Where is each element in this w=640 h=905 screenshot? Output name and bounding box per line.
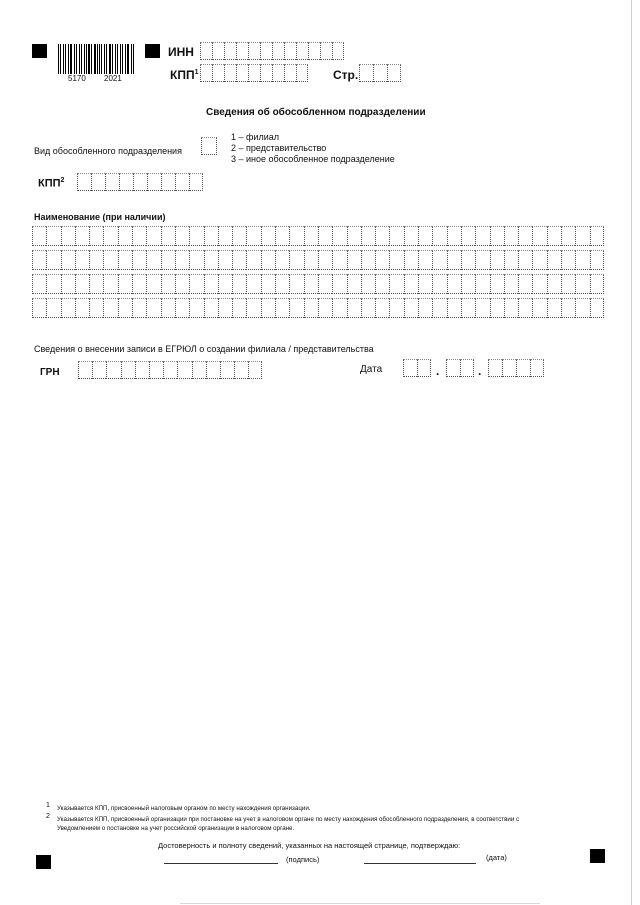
input-cell[interactable]	[332, 226, 346, 246]
input-cell[interactable]	[284, 64, 296, 82]
barcode	[58, 44, 136, 74]
input-cell[interactable]	[561, 298, 575, 318]
input-cell[interactable]	[461, 226, 475, 246]
barcode-bar	[88, 44, 90, 74]
input-cell[interactable]	[418, 250, 432, 270]
input-cell[interactable]	[232, 298, 246, 318]
input-cell[interactable]	[347, 226, 361, 246]
input-cell[interactable]	[61, 226, 75, 246]
kpp-label-text: КПП	[170, 68, 195, 82]
input-cell[interactable]	[32, 250, 46, 270]
grn-label: ГРН	[40, 367, 60, 378]
input-cell[interactable]	[89, 226, 103, 246]
input-cell[interactable]	[275, 298, 289, 318]
input-cell[interactable]	[61, 298, 75, 318]
input-cell[interactable]	[232, 226, 246, 246]
barcode-bar	[101, 44, 102, 74]
barcode-bar	[115, 44, 116, 74]
input-cell[interactable]	[260, 42, 272, 60]
barcode-bar	[94, 44, 95, 74]
input-cell[interactable]	[375, 250, 389, 270]
input-cell[interactable]	[461, 298, 475, 318]
input-cell[interactable]	[304, 226, 318, 246]
confirmation-text: Достоверность и полноту сведений, указанных на настоящей странице, подтверждаю:	[158, 841, 461, 850]
input-cell[interactable]	[204, 298, 218, 318]
input-cell[interactable]	[234, 361, 248, 379]
input-cell[interactable]	[447, 274, 461, 294]
input-cell[interactable]	[590, 298, 604, 318]
input-cell[interactable]	[103, 250, 117, 270]
input-cell[interactable]	[161, 226, 175, 246]
input-cell[interactable]	[361, 226, 375, 246]
input-cell[interactable]	[132, 298, 146, 318]
egrul-label: Сведения о внесении записи в ЕГРЮЛ о создании филиала / представительства	[34, 344, 374, 354]
barcode-bar	[112, 44, 113, 74]
barcode-bar	[63, 44, 64, 74]
input-cell[interactable]	[504, 274, 518, 294]
input-cell[interactable]	[418, 226, 432, 246]
input-cell[interactable]	[289, 250, 303, 270]
input-cell[interactable]	[78, 361, 92, 379]
input-cell[interactable]	[272, 42, 284, 60]
input-cell[interactable]	[246, 298, 260, 318]
input-cell[interactable]	[304, 274, 318, 294]
input-cell[interactable]	[461, 250, 475, 270]
input-cell[interactable]	[504, 298, 518, 318]
input-cell[interactable]	[432, 274, 446, 294]
type-label: Вид обособленного подразделения	[34, 146, 182, 156]
input-cell[interactable]	[518, 298, 532, 318]
input-cell[interactable]	[248, 64, 260, 82]
input-cell[interactable]	[547, 250, 561, 270]
input-cell[interactable]	[135, 361, 149, 379]
input-cell[interactable]	[275, 226, 289, 246]
input-cell[interactable]	[189, 226, 203, 246]
input-cell[interactable]	[261, 298, 275, 318]
input-cell[interactable]	[375, 226, 389, 246]
signature-caption: (подпись)	[286, 855, 320, 864]
input-cell[interactable]	[146, 226, 160, 246]
input-cell[interactable]	[149, 361, 163, 379]
input-cell[interactable]	[418, 298, 432, 318]
barcode-bar	[86, 44, 87, 74]
input-cell[interactable]	[504, 250, 518, 270]
input-cell[interactable]	[146, 274, 160, 294]
input-cell[interactable]	[490, 250, 504, 270]
name-field-row-1[interactable]	[32, 226, 604, 246]
input-cell[interactable]	[460, 359, 474, 377]
input-cell[interactable]	[590, 274, 604, 294]
date-line[interactable]	[364, 863, 476, 864]
input-cell[interactable]	[490, 226, 504, 246]
input-cell[interactable]	[261, 274, 275, 294]
input-cell[interactable]	[132, 274, 146, 294]
input-cell[interactable]	[75, 274, 89, 294]
barcode-bar	[58, 44, 59, 74]
name-field-row-3[interactable]	[32, 274, 604, 294]
input-cell[interactable]	[261, 250, 275, 270]
input-cell[interactable]	[161, 250, 175, 270]
input-cell[interactable]	[175, 226, 189, 246]
input-cell[interactable]	[561, 250, 575, 270]
kpp-label	[170, 68, 198, 82]
barcode-bar	[122, 44, 123, 74]
input-cell[interactable]	[318, 250, 332, 270]
input-cell[interactable]	[347, 298, 361, 318]
input-cell[interactable]	[161, 298, 175, 318]
barcode-bar	[76, 44, 77, 74]
input-cell[interactable]	[189, 250, 203, 270]
footnote-2-number: 2	[46, 813, 50, 820]
barcode-bar	[104, 44, 105, 74]
page-number-field[interactable]	[359, 64, 401, 82]
input-cell[interactable]	[418, 274, 432, 294]
input-cell[interactable]	[296, 64, 308, 82]
input-cell[interactable]	[246, 274, 260, 294]
barcode-bar	[125, 44, 126, 74]
barcode-bar	[97, 44, 98, 74]
kpp2-label	[38, 177, 64, 190]
date-separator-2: .	[478, 364, 482, 378]
input-cell[interactable]	[332, 42, 344, 60]
input-cell[interactable]	[161, 173, 175, 191]
corner-marker-bottom-right	[590, 849, 605, 863]
date-separator-1: .	[436, 364, 440, 378]
type-option-2: 2 – представительство	[231, 143, 327, 153]
input-cell[interactable]	[332, 274, 346, 294]
barcode-bar	[68, 44, 69, 74]
input-cell[interactable]	[218, 250, 232, 270]
input-cell[interactable]	[212, 42, 224, 60]
input-cell[interactable]	[32, 226, 46, 246]
input-cell[interactable]	[105, 173, 119, 191]
input-cell[interactable]	[275, 274, 289, 294]
input-cell[interactable]	[103, 226, 117, 246]
input-cell[interactable]	[475, 274, 489, 294]
input-cell[interactable]	[518, 274, 532, 294]
input-cell[interactable]	[447, 250, 461, 270]
input-cell[interactable]	[375, 298, 389, 318]
input-cell[interactable]	[204, 250, 218, 270]
input-cell[interactable]	[389, 274, 403, 294]
input-cell[interactable]	[91, 173, 105, 191]
input-cell[interactable]	[404, 274, 418, 294]
input-cell[interactable]	[77, 173, 91, 191]
input-cell[interactable]	[189, 298, 203, 318]
input-cell[interactable]	[75, 250, 89, 270]
input-cell[interactable]	[89, 274, 103, 294]
input-cell[interactable]	[518, 226, 532, 246]
input-cell[interactable]	[246, 250, 260, 270]
barcode-bar	[79, 44, 80, 74]
input-cell[interactable]	[347, 250, 361, 270]
input-cell[interactable]	[206, 361, 220, 379]
input-cell[interactable]	[490, 298, 504, 318]
footnote-1-text: Указывается КПП, присвоенный налоговым органом по месту нахождения организации.	[57, 805, 311, 812]
input-cell[interactable]	[590, 250, 604, 270]
input-cell[interactable]	[89, 298, 103, 318]
input-cell[interactable]	[318, 274, 332, 294]
input-cell[interactable]	[32, 298, 46, 318]
page-edge-right	[631, 0, 632, 905]
input-cell[interactable]	[347, 274, 361, 294]
input-cell[interactable]	[404, 298, 418, 318]
input-cell[interactable]	[236, 42, 248, 60]
input-cell[interactable]	[318, 298, 332, 318]
input-cell[interactable]	[547, 274, 561, 294]
input-cell[interactable]	[359, 64, 373, 82]
grn-field[interactable]	[78, 361, 262, 379]
input-cell[interactable]	[289, 226, 303, 246]
input-cell[interactable]	[192, 361, 206, 379]
barcode-number-left: 5170	[68, 74, 86, 83]
input-cell[interactable]	[518, 250, 532, 270]
type-field[interactable]	[201, 137, 217, 155]
inn-label: ИНН	[168, 45, 194, 59]
corner-marker-bottom-left	[36, 855, 51, 869]
kpp-field[interactable]	[200, 64, 308, 82]
input-cell[interactable]	[361, 298, 375, 318]
input-cell[interactable]	[236, 64, 248, 82]
input-cell[interactable]	[261, 226, 275, 246]
input-cell[interactable]	[490, 274, 504, 294]
kpp2-field[interactable]	[77, 173, 203, 191]
input-cell[interactable]	[92, 361, 106, 379]
footnote-2-text-line-2: Уведомлением о постановке на учет российской организации в налоговом органе.	[57, 825, 295, 832]
barcode-bar	[91, 44, 92, 74]
input-cell[interactable]	[204, 226, 218, 246]
input-cell[interactable]	[175, 250, 189, 270]
input-cell[interactable]	[504, 226, 518, 246]
input-cell[interactable]	[46, 226, 60, 246]
input-cell[interactable]	[361, 274, 375, 294]
input-cell[interactable]	[218, 226, 232, 246]
input-cell[interactable]	[590, 226, 604, 246]
page-label: Стр.	[333, 68, 359, 82]
input-cell[interactable]	[175, 173, 189, 191]
barcode-bar	[131, 44, 132, 74]
input-cell[interactable]	[532, 274, 546, 294]
input-cell[interactable]	[61, 274, 75, 294]
footnote-2-text-line-1: Указывается КПП, присвоенный организации при постановке на учет в налоговом органе по месту нахождения обособленного подразделения, в соответствии с	[57, 816, 520, 823]
kpp2-footnote-ref: 2	[60, 177, 65, 184]
input-cell[interactable]	[218, 298, 232, 318]
input-cell[interactable]	[318, 226, 332, 246]
input-cell[interactable]	[575, 298, 589, 318]
input-cell[interactable]	[516, 359, 530, 377]
input-cell[interactable]	[246, 226, 260, 246]
barcode-bar	[120, 44, 121, 74]
input-cell[interactable]	[200, 42, 212, 60]
input-cell[interactable]	[272, 64, 284, 82]
input-cell[interactable]	[212, 64, 224, 82]
input-cell[interactable]	[575, 274, 589, 294]
kpp-footnote-ref: 1	[194, 69, 199, 76]
input-cell[interactable]	[461, 274, 475, 294]
signature-line[interactable]	[164, 863, 278, 864]
barcode-bar	[65, 44, 66, 74]
input-cell[interactable]	[547, 298, 561, 318]
input-cell[interactable]	[403, 359, 417, 377]
date-year-field[interactable]	[488, 359, 544, 377]
input-cell[interactable]	[530, 359, 544, 377]
input-cell[interactable]	[204, 274, 218, 294]
input-cell[interactable]	[289, 298, 303, 318]
input-cell[interactable]	[118, 250, 132, 270]
barcode-bar	[109, 44, 111, 74]
input-cell[interactable]	[220, 361, 234, 379]
input-cell[interactable]	[75, 226, 89, 246]
input-cell[interactable]	[177, 361, 191, 379]
input-cell[interactable]	[161, 274, 175, 294]
type-option-3: 3 – иное обособленное подразделение	[231, 154, 395, 164]
input-cell[interactable]	[46, 250, 60, 270]
barcode-bar	[99, 44, 100, 74]
input-cell[interactable]	[75, 298, 89, 318]
input-cell[interactable]	[332, 250, 346, 270]
name-field-row-2[interactable]	[32, 250, 604, 270]
input-cell[interactable]	[175, 274, 189, 294]
input-cell[interactable]	[260, 64, 272, 82]
input-cell[interactable]	[106, 361, 120, 379]
input-cell[interactable]	[575, 226, 589, 246]
date-day-field[interactable]	[403, 359, 431, 377]
input-cell[interactable]	[132, 226, 146, 246]
input-cell[interactable]	[146, 250, 160, 270]
input-cell[interactable]	[218, 274, 232, 294]
input-cell[interactable]	[320, 42, 332, 60]
input-cell[interactable]	[103, 298, 117, 318]
input-cell[interactable]	[232, 274, 246, 294]
input-cell[interactable]	[475, 250, 489, 270]
input-cell[interactable]	[389, 226, 403, 246]
input-cell[interactable]	[224, 64, 236, 82]
input-cell[interactable]	[224, 42, 236, 60]
input-cell[interactable]	[561, 226, 575, 246]
input-cell[interactable]	[447, 298, 461, 318]
input-cell[interactable]	[275, 250, 289, 270]
page-edge-bottom	[180, 903, 540, 904]
input-cell[interactable]	[373, 64, 387, 82]
input-cell[interactable]	[147, 173, 161, 191]
input-cell[interactable]	[447, 226, 461, 246]
barcode-number-right: 2021	[104, 74, 122, 83]
input-cell[interactable]	[575, 250, 589, 270]
type-option-1: 1 – филиал	[231, 132, 279, 142]
input-cell[interactable]	[488, 359, 502, 377]
date-caption: (дата)	[486, 853, 507, 862]
input-cell[interactable]	[304, 250, 318, 270]
barcode-bar	[133, 44, 134, 74]
input-cell[interactable]	[547, 226, 561, 246]
input-cell[interactable]	[304, 298, 318, 318]
input-cell[interactable]	[417, 359, 431, 377]
input-cell[interactable]	[361, 250, 375, 270]
input-cell[interactable]	[404, 226, 418, 246]
input-cell[interactable]	[332, 298, 346, 318]
input-cell[interactable]	[446, 359, 460, 377]
input-cell[interactable]	[200, 64, 212, 82]
input-cell[interactable]	[404, 250, 418, 270]
input-cell[interactable]	[118, 226, 132, 246]
barcode-bar	[74, 44, 75, 74]
input-cell[interactable]	[532, 298, 546, 318]
input-cell[interactable]	[146, 298, 160, 318]
barcode-bar	[60, 44, 61, 74]
input-cell[interactable]	[308, 42, 320, 60]
inn-field[interactable]	[200, 42, 344, 60]
input-cell[interactable]	[133, 173, 147, 191]
barcode-bar	[127, 44, 129, 74]
input-cell[interactable]	[532, 226, 546, 246]
input-cell[interactable]	[119, 173, 133, 191]
input-cell[interactable]	[289, 274, 303, 294]
input-cell[interactable]	[118, 298, 132, 318]
input-cell[interactable]	[475, 298, 489, 318]
input-cell[interactable]	[232, 250, 246, 270]
input-cell[interactable]	[189, 173, 203, 191]
corner-marker-top-left	[32, 44, 47, 58]
input-cell[interactable]	[432, 298, 446, 318]
input-cell[interactable]	[432, 250, 446, 270]
input-cell[interactable]	[89, 250, 103, 270]
date-label: Дата	[360, 364, 383, 375]
input-cell[interactable]	[502, 359, 516, 377]
footnote-1-number: 1	[46, 802, 50, 809]
input-cell[interactable]	[201, 137, 217, 155]
input-cell[interactable]	[389, 298, 403, 318]
input-cell[interactable]	[561, 274, 575, 294]
input-cell[interactable]	[46, 298, 60, 318]
input-cell[interactable]	[248, 361, 262, 379]
input-cell[interactable]	[132, 250, 146, 270]
input-cell[interactable]	[189, 274, 203, 294]
input-cell[interactable]	[248, 42, 260, 60]
input-cell[interactable]	[103, 274, 117, 294]
input-cell[interactable]	[284, 42, 296, 60]
barcode-bar	[117, 44, 118, 74]
input-cell[interactable]	[375, 274, 389, 294]
input-cell[interactable]	[532, 250, 546, 270]
input-cell[interactable]	[389, 250, 403, 270]
input-cell[interactable]	[61, 250, 75, 270]
input-cell[interactable]	[432, 226, 446, 246]
input-cell[interactable]	[475, 226, 489, 246]
section-title: Сведения об обособленном подразделении	[206, 107, 426, 118]
barcode-bar	[84, 44, 85, 74]
input-cell[interactable]	[175, 298, 189, 318]
barcode-bar	[70, 44, 72, 74]
input-cell[interactable]	[121, 361, 135, 379]
date-month-field[interactable]	[446, 359, 474, 377]
input-cell[interactable]	[296, 42, 308, 60]
input-cell[interactable]	[118, 274, 132, 294]
name-field-row-4[interactable]	[32, 298, 604, 318]
corner-marker-top-mid	[145, 44, 160, 58]
input-cell[interactable]	[46, 274, 60, 294]
name-label: Наименование (при наличии)	[34, 212, 166, 222]
input-cell[interactable]	[32, 274, 46, 294]
kpp2-label-text: КПП	[38, 177, 61, 190]
input-cell[interactable]	[163, 361, 177, 379]
input-cell[interactable]	[387, 64, 401, 82]
barcode-bar	[106, 44, 107, 74]
barcode-bar	[81, 44, 82, 74]
